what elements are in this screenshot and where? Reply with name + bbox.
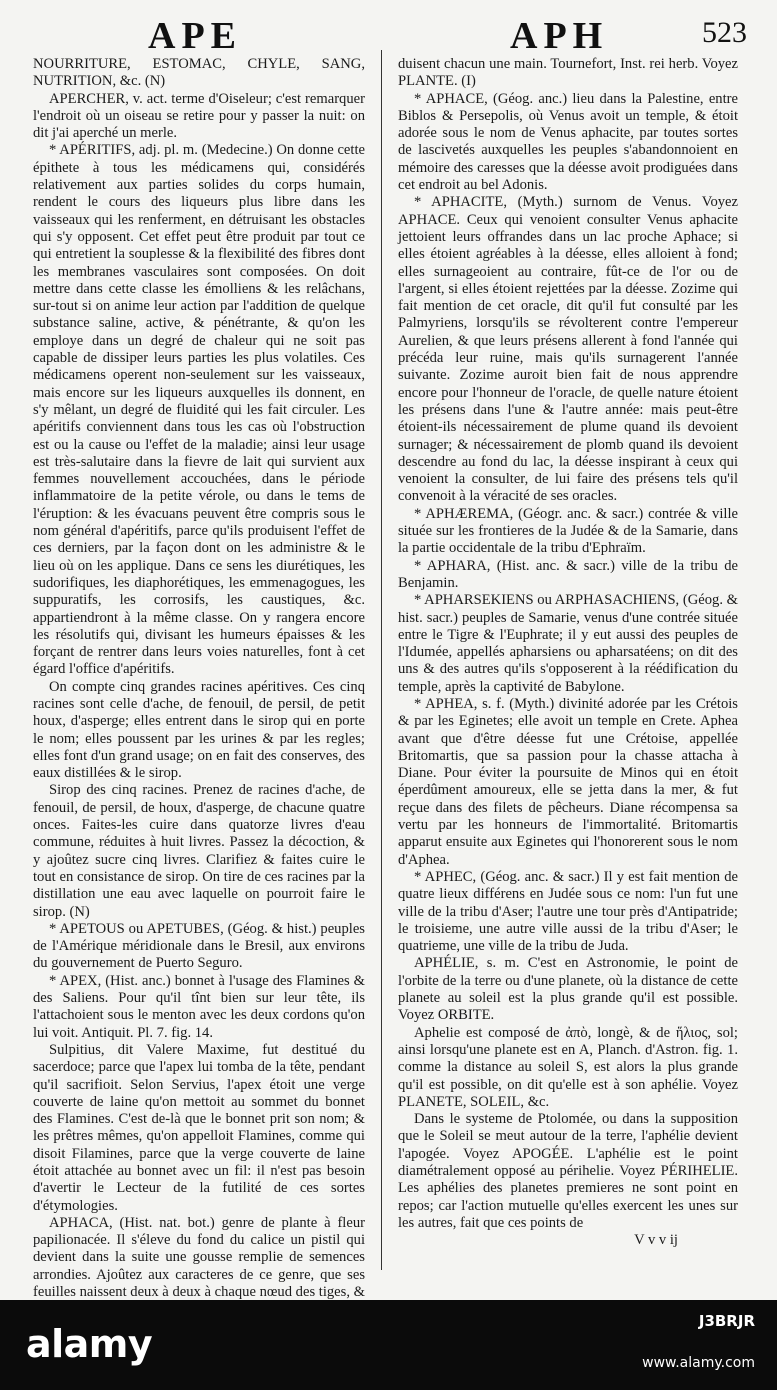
right-paragraph: * APHEA, s. f. (Myth.) divinité adorée par les Crétois & par les Eginetes; elle avoit un temple en Crete. Aphea avant que d'être déesse fut une Crétoise, appellée Britomartis, que sa passion pour la chasse attacha à Diane. Pour éviter la poursuite de Minos qui en étoit éperdûment amoureux, elle se jetta dans la mer, & fut reçue dans des filets de pêcheurs. Diane récompensa sa vertu par les honneurs de l'immortalité. Britomartis apparut ensuite aux Eginetes qui l'honorerent sous le nom d'Aphea. [398, 695, 738, 868]
left-column [33, 56, 365, 1300]
image-id-label: J3BRJR [698, 1312, 755, 1330]
right-paragraph: * APHEC, (Géog. anc. & sacr.) Il y est fait mention de quatre lieux différens en Judée sous ce nom: l'un fut une ville de la tribu d'Aser; l'autre une tour près d'Antipatride; le troisieme, une autre ville aussi de la tribu d'Aser; le quatrieme, une ville de la tribu de Juda. [398, 868, 738, 955]
left-running-head: APE [148, 15, 242, 57]
left-paragraph: * APETOUS ou APETUBES, (Géog. & hist.) peuples de l'Amérique méridionale dans le Bresil, aux environs du gouvernement de Puerto Seguro. [33, 920, 365, 972]
right-paragraph: * APHARA, (Hist. anc. & sacr.) ville de la tribu de Benjamin. [398, 557, 738, 591]
left-paragraph: NOURRITURE, ESTOMAC, CHYLE, SANG, NUTRITION, &c. (N) [33, 56, 365, 90]
right-paragraph: duisent chacun une main. Tournefort, Inst. rei herb. Voyez PLANTE. (I) [398, 56, 738, 90]
left-paragraph: * APÉRITIFS, adj. pl. m. (Medecine.) On donne cette épithete à tous les médicamens qui, considérés relativement aux parties solides du corps humain, rendent le cours des liqueurs plus libre dans les vaisseaux qui les renferment, en détruisant les obstacles qui s'y opposent. Cet effet peut être produit par tout ce qui entretient la souplesse & la flexibilité des fibres dont les membranes vasculaires sont composées. On doit mettre dans cette classe les émolliens & les relâchans, sur-tout si on anime leur action par l'addition de quelque substance saline, active, & pénétrante, & qu'on les employe dans un degré de chaleur qui ne soit pas capable de dissiper leurs parties les plus volatiles. Ces médicamens operent non-seulement sur les vaisseaux, mais encore sur les liqueurs auxquelles ils donnent, en s'y mêlant, un degré de fluidité qui les fait circuler. Les apéritifs conviennent dans tous les cas où l'obstruction est ou la cause ou l'effet de la maladie; ainsi leur usage est très-salutaire dans la fievre de lait qui survient aux femmes nouvellement accouchées, dans le période inflammatoire de la petite vérole, ou dans le tems de l'éruption: & les évacuans peuvent être compris sous le nom général d'apéritifs, parce qu'ils produisent l'effet de ces derniers, par la façon dont on les administre & le lieu où on les applique. Dans ce sens les diurétiques, les sudorifiques, les diaphorétiques, les emmenagogues, les suppuratifs, les corrosifs, les caustiques, &c. appartiendront à la même classe. On y rangera encore les résolutifs qui, divisant les humeurs épaisses & les forçant de rentrer dans leurs voies naturelles, font à cet égard l'office d'apéritifs. [33, 142, 365, 678]
page-number: 523 [702, 16, 747, 49]
page-signature: V v v ij [634, 1232, 678, 1249]
right-paragraph: Aphelie est composé de ἀπὸ, longè, & de ἥλιος, sol; ainsi lorsqu'une planete est en A, Planch. d'Astron. fig. 1. comme la distance au soleil S, est alors la plus grande qu'il est possible, on dit qu'elle est à son aphélie. Voyez PLANETE, SOLEIL, &c. [398, 1024, 738, 1110]
left-paragraph: On compte cinq grandes racines apéritives. Ces cinq racines sont celle d'ache, de fenouil, de persil, de petit houx, d'asperge; elles entrent dans le sirop qui en porte le nom; elles poussent par les urines & par les regles; elles font d'un grand usage; on en fait des conserves, des eaux distillées & le sirop. [33, 678, 365, 782]
site-url: www.alamy.com [642, 1355, 755, 1371]
left-paragraph: APHACA, (Hist. nat. bot.) genre de plante à fleur papilionacée. Il s'éleve du fond du calice un pistil qui devient dans la suite une gousse remplie de semences arrondies. Ajoûtez aux caracteres de ce genre, que ses feuilles naissent deux à deux à chaque nœud des tiges, & [33, 1214, 365, 1300]
right-running-head: APH [510, 15, 609, 57]
right-paragraph: * APHACE, (Géog. anc.) lieu dans la Palestine, entre Biblos & Persepolis, où Venus avoit un temple, & étoit adorée sous le nom de Venus aphacite, par toutes sortes de lascivetés auxquelles les peuples s'abandonnoient en mémoire des caresses que la déesse avoit prodiguées dans cet endroit au bel Adonis. [398, 90, 738, 194]
right-paragraph: * APHACITE, (Myth.) surnom de Venus. Voyez APHACE. Ceux qui venoient consulter Venus aphacite jettoient leurs offrandes dans un lac proche Aphace; si elles étoient agréables à la déesse, elles alloient à fond; elles surnageoient au contraire, fût-ce de l'or ou de l'argent, si elles étoient rejettées par la déesse. Zozime qui fait mention de cet oracle, dit qu'il fut consulté par les Palmyriens, lorsqu'ils se révolterent contre l'empereur Aurelien, & que leurs présens allerent à fond l'année qui précéda leur ruine, mais qu'ils surnagerent l'année suivante. Zozime auroit bien fait de nous apprendre encore pour l'honneur de l'oracle, de quelle nature étoient les présens dans l'une & l'autre année: mais peut-être étoient-ils nécessairement de plume quand ils devoient surnager; & nécessairement de plomb quand ils devoient descendre au fond du lac, la déesse inspirant à ceux qui venoient la consulter, de lui faire des présens tels qu'il convenoit à la véracité de ses oracles. [398, 194, 738, 505]
watermark-banner [0, 1300, 777, 1390]
right-paragraph: Dans le systeme de Ptolomée, ou dans la supposition que le Soleil se meut autour de la terre, l'aphélie devient l'apogée. Voyez APOGÉE. L'aphélie est le point diamétralement opposé au périhelie. Voyez PÉRIHELIE. Les aphélies des planetes premieres ne sont point en repos; car l'action mutuelle qu'elles exercent les unes sur les autres, fait que ces points de [398, 1111, 738, 1231]
right-column [398, 56, 738, 1249]
left-paragraph: Sirop des cinq racines. Prenez de racines d'ache, de fenouil, de persil, de houx, d'asperge, de chacune quatre onces. Faites-les cuire dans quatorze livres d'eau commune, réduites à huit livres. Passez la décoction, & y ajoûtez sucre cinq livres. Clarifiez & faites cuire le tout en consistance de sirop. On tire de ces racines par la distillation une eau avec laquelle on pourroit faire le sirop. (N) [33, 782, 365, 920]
left-paragraph: * APEX, (Hist. anc.) bonnet à l'usage des Flamines & des Saliens. Pour qu'il tînt bien sur leur tête, ils l'attachoient sous le menton avec les deux cordons qu'on lui voit. Antiquit. Pl. 7. fig. 14. [33, 972, 365, 1041]
left-paragraph: Sulpitius, dit Valere Maxime, fut destitué du sacerdoce; parce que l'apex lui tomba de la tête, pendant qu'il sacrifioit. Selon Servius, l'apex étoit une verge couverte de laine qu'on mettoit au sommet du bonnet des Flamines. C'est de-là que le bonnet prit son nom; & les prêtres mêmes, qu'on appelloit Flamines, comme qui disoit Filamines, parce que la verge couverte de laine étoit attachée au bonnet avec un fil: il n'est pas besoin d'avertir le Lecteur de la futilité de ces sortes d'étymologies. [33, 1041, 365, 1214]
left-paragraph: APERCHER, v. act. terme d'Oiseleur; c'est remarquer l'endroit où un oiseau se retire pour y passer la nuit: on dit j'ai aperché un merle. [33, 90, 365, 142]
right-paragraph: APHÉLIE, s. m. C'est en Astronomie, le point de l'orbite de la terre ou d'une planete, où la distance de cette planete au soleil est la plus grande qu'il est possible. Voyez ORBITE. [398, 955, 738, 1024]
column-divider [381, 50, 382, 1270]
right-paragraph: * APHARSEKIENS ou ARPHASACHIENS, (Géog. & hist. sacr.) peuples de Samarie, venus d'une contrée située entre le Tigre & l'Euphrate; il y eut aussi des peuples de l'Idumée, appellés apharsiens ou apharsatéens; on dit des uns & des autres qu'ils s'opposerent à la réédification du temple, après la captivité de Babylone. [398, 592, 738, 695]
alamy-logo: alamy [26, 1322, 153, 1366]
right-paragraph: * APHÆREMA, (Géogr. anc. & sacr.) contrée & ville située sur les frontieres de la Judée & de la Samarie, dans la partie occidentale de la tribu d'Ephraïm. [398, 505, 738, 557]
